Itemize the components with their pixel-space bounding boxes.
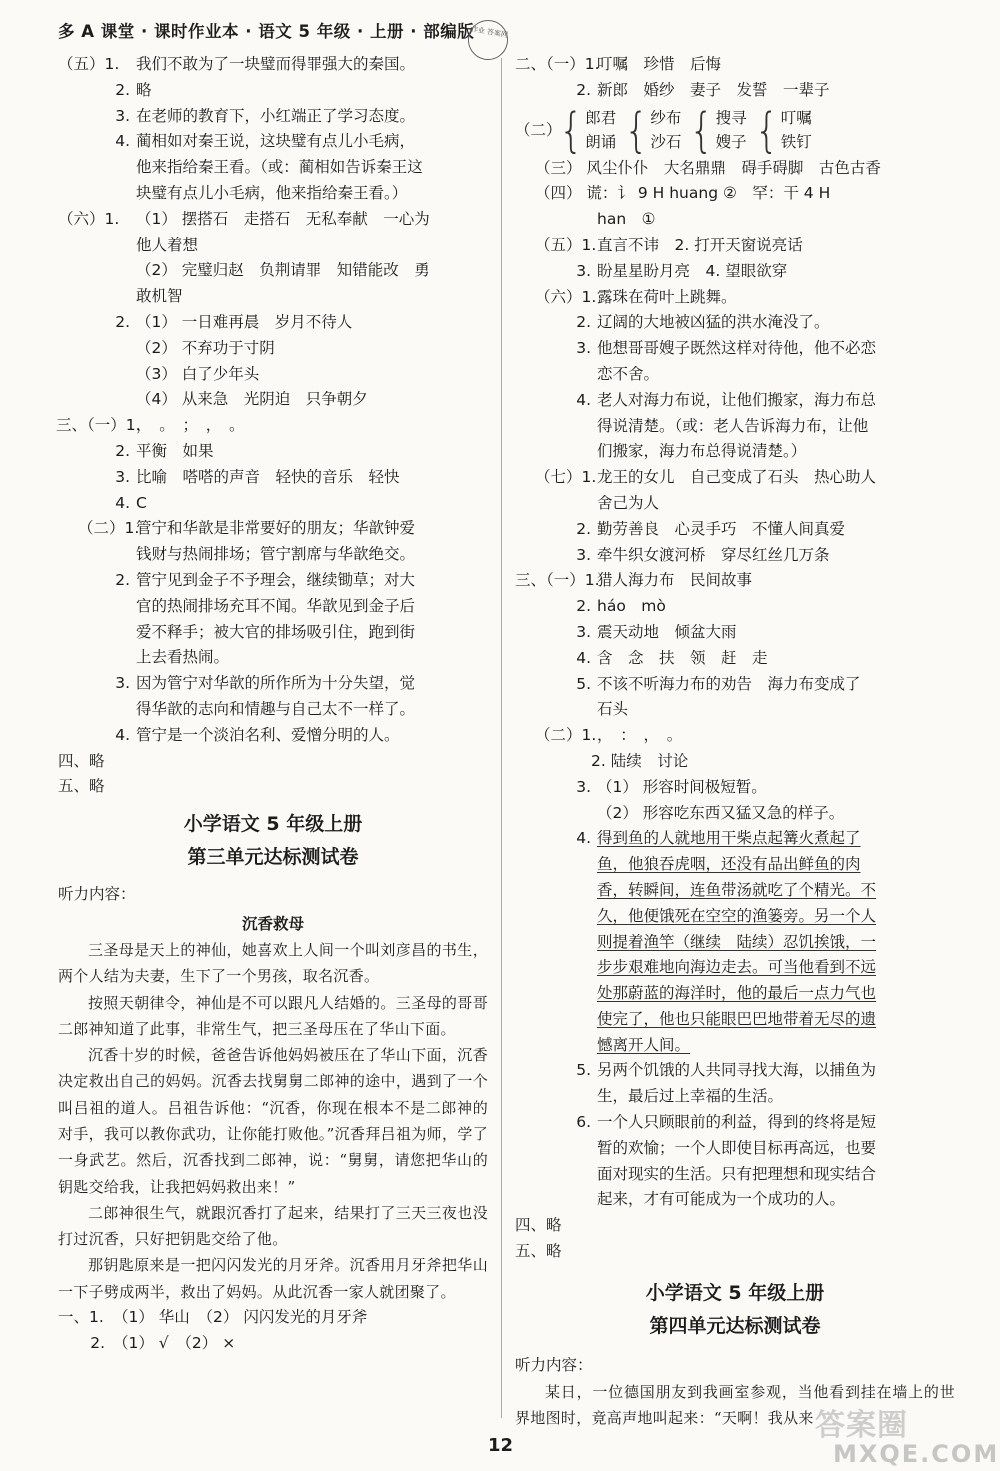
listening-label: 听力内容： (58, 885, 136, 904)
answer-row: 2. 管宁见到金子不予理会，继续锄草；对大 (115, 570, 416, 589)
answer-line: 石头 (597, 700, 629, 719)
page-header: 多 A 课堂 · 课时作业本 · 语文 5 年级 · 上册 · 部编版 (58, 22, 475, 41)
answer-line: 面对现实的生活。只有把理想和现实结合 (597, 1164, 877, 1183)
answer-line: 处那蔚蓝的海洋时，他的最后一点力气也 (597, 984, 877, 1003)
section-title: 小学语文 5 年级上册 (183, 813, 363, 836)
watermark-url: MXQE.COM (833, 1440, 1000, 1468)
word-pair: 搜寻 嫂子 (715, 108, 747, 151)
answer-line: 们搬家，海力布总得说清楚。） (597, 442, 807, 461)
answer-line: 上去看热闹。 (136, 648, 230, 667)
answer-row: 4. 管宁是一个淡泊名利、爱憎分明的人。 (115, 725, 400, 744)
listening-label: 听力内容： (515, 1355, 593, 1374)
answer-line: 生，最后过上幸福的生活。 (597, 1087, 784, 1106)
answer-line: 他人着想 (136, 235, 199, 254)
story-title: 沉香救母 (241, 913, 304, 933)
answer-line: 他来指给秦王看。（或：蔺相如告诉秦王这 (136, 158, 423, 177)
answer-row: 三、（一）1. ， 。 ； ， 。 (56, 416, 245, 435)
answer-row: （五）1. 直言不讳 2. 打开天窗说亮话 (535, 235, 803, 254)
answer-row: （二）1. ， ： ， 。 (535, 726, 683, 745)
answer-row: 2. 辽阔的大地被凶猛的洪水淹没了。 (576, 313, 830, 332)
story-paragraph: 二郎神很生气，就跟沉香打了起来，结果打了三天三夜也没打过沉香，只好把钥匙交给了他。 (58, 1203, 488, 1249)
answer-line: 起来，才有可能成为一个成功的人。 (597, 1190, 846, 1209)
word-pair: 纱布 沙石 (650, 108, 682, 151)
answer-line: 暂的欢愉；一个人即使目标再高远，也要 (597, 1138, 877, 1157)
answer-line: 爱不释手；被大官的排场吸引住，跑到街 (136, 622, 416, 641)
answer-row: 3. 他想哥哥嫂子既然这样对待他，他不必恋 (576, 339, 877, 358)
page-number: 12 (488, 1435, 514, 1456)
answer-row: 5. 不该不听海力布的劝告 海力布变成了 (576, 674, 861, 693)
answer-line: 则提着渔竿（继续 陆续）忍饥挨饿，一 (597, 932, 877, 951)
answer-row: 5. 另两个饥饿的人共同寻找大海，以捕鱼为 (576, 1061, 877, 1080)
story-paragraph: 按照天朝律令，神仙是不可以跟凡人结婚的。三圣母的哥哥二郎神知道了此事，非常生气，把三圣母压在了华山下面。 (58, 993, 488, 1038)
answer-row: （六）1. 露珠在荷叶上跳舞。 (535, 287, 737, 306)
story-paragraph: 某日，一位德国朋友到我画室参观，当他看到挂在墙上的世界地图时，竟高声地叫起来：“天啊！我从来 (515, 1382, 955, 1427)
answer-line: 得华歆的志向和情趣与自己太不一样了。 (136, 699, 416, 718)
section-title: 小学语文 5 年级上册 (645, 1281, 825, 1304)
answer-row: 2. 勤劳善良 心灵手巧 不懂人间真爱 (576, 519, 846, 538)
answer-line: 四、略 (58, 751, 105, 770)
answer-row: （五）1. 我们不敢为了一块璧而得罪强大的秦国。 (58, 55, 416, 73)
answer-row: 2. háo mò (576, 597, 666, 616)
answer-row: 2. 新郎 婚纱 妻子 发誓 一辈子 (576, 80, 830, 99)
answer-row: （六）1. （1） 摆搭石 走搭石 无私奉献 一心为 (58, 209, 430, 228)
watermark-logo: 答案圈 (815, 1408, 908, 1443)
answer-row: 3. 盼星星盼月亮 4. 望眼欲穿 (576, 261, 788, 280)
answer-row: 2. （1） 一日难再晨 岁月不待人 (115, 312, 353, 331)
answer-line: 使完了，他也只能眼巴巴地带着无尽的遗 (597, 1009, 877, 1028)
answer-row: 3. 比喻 嗒嗒的声音 轻快的音乐 轻快 (115, 467, 400, 486)
answer-line: 五、略 (58, 777, 105, 796)
answer-line: （2） 完璧归赵 负荆请罪 知错能改 勇 (136, 261, 430, 280)
answer-row: 4. 老人对海力布说，让他们搬家，海力布总 (576, 390, 877, 409)
answer-line: 五、略 (515, 1242, 562, 1261)
answer-line: 步步艰难地向海边走去。可当他看到不远 (597, 958, 877, 977)
answer-row: 3. 因为管宁对华歆的所作所为十分失望，觉 (115, 674, 416, 693)
answer-line: han ① (597, 210, 656, 229)
answer-line: 憾离开人间。 (597, 1035, 691, 1054)
stamp-logo: 作业 答案网 (465, 17, 511, 63)
answer-line: （2） 不弃功于寸阴 (136, 338, 275, 357)
answer-line: 四、略 (515, 1216, 562, 1235)
answer-line: 香，转瞬间，连鱼带汤就吃了个精光。不 (597, 880, 877, 899)
answer-row: 3. 震天动地 倾盆大雨 (576, 622, 737, 641)
answer-line: （2） 形容吃东西又猛又急的样子。 (597, 803, 845, 822)
answer-line: （3） 白了少年头 (136, 364, 260, 383)
answer-row: 一、1. （1） 华山 （2） 闪闪发光的月牙斧 (58, 1308, 368, 1327)
brace-group-row: （二） { 郎君 朗诵 { 纱布 沙石 { 搜寻 嫂子 { 叮嘱 铁钉 (515, 102, 812, 158)
answer-row: （七）1. 龙王的女儿 自己变成了石头 热心助人 (535, 468, 877, 487)
word-pair: 郎君 朗诵 (585, 108, 617, 151)
answer-row: 6. 一个人只顾眼前的利益，得到的终将是短 (576, 1113, 877, 1132)
answer-row: 2. （1） √ （2） × (90, 1333, 236, 1352)
story-paragraph: 那钥匙原来是一把闪闪发光的月牙斧。沉香用月牙斧把华山一下子劈成两半，救出了妈妈。从此沉香一家人就团聚了。 (58, 1256, 488, 1301)
answer-line: 恋不舍。 (597, 364, 660, 383)
answer-row: 2. 略 (115, 80, 152, 99)
answer-row: 3. 牵牛织女渡河桥 穿尽红丝几万条 (576, 545, 830, 564)
answer-row: 4. 蔺相如对秦王说，这块璧有点儿小毛病， (115, 132, 416, 151)
answer-row: 3. 在老师的教育下，小红端正了学习态度。 (115, 106, 416, 125)
answer-row: 4. 得到鱼的人就地用干柴点起篝火煮起了 (576, 829, 861, 848)
section-subtitle: 第三单元达标测试卷 (187, 846, 359, 869)
answer-row: 3. （1） 形容时间极短暂。 (576, 777, 767, 796)
answer-row: 4. C (115, 493, 147, 512)
answer-line: 敢机智 (136, 287, 183, 306)
word-pair: 叮嘱 铁钉 (780, 108, 812, 151)
answer-line: （4） 从来急 光阴迫 只争朝夕 (136, 390, 368, 409)
answer-row: 2. 平衡 如果 (115, 441, 214, 460)
left-column (58, 52, 488, 1357)
column-divider (501, 58, 502, 1418)
answer-row: 三、（一）1. 猎人海力布 民间故事 (515, 571, 753, 590)
story-paragraph: 三圣母是天上的神仙，她喜欢上人间一个叫刘彦昌的书生，两个人结为夫妻，生下了一个男孩，取名沉香。 (58, 940, 488, 986)
section-subtitle: 第四单元达标测试卷 (649, 1314, 821, 1337)
answer-line: 官的热闹排场充耳不闻。华歆见到金子后 (136, 596, 416, 615)
answer-line: 舍己为人 (597, 493, 660, 512)
answer-line: 2. 陆续 讨论 (591, 751, 689, 770)
answer-row: 4. 含 念 扶 领 赶 走 (576, 648, 768, 667)
answer-line: （三） 风尘仆仆 大名鼎鼎 碍手碍脚 古色古香 (535, 158, 881, 177)
answer-line: 久，他便饿死在空空的渔篓旁。另一个人 (597, 906, 877, 925)
answer-row: （二）1. 管宁和华歆是非常要好的朋友；华歆钟爱 (78, 519, 416, 538)
answer-row: 二、（一）1. 叮嘱 珍惜 后悔 (515, 55, 722, 73)
answer-line: （四） 谎：讠 9 H huang ② 罕：干 4 H (535, 184, 831, 203)
story-paragraph: 沉香十岁的时候，爸爸告诉他妈妈被压在了华山下面，沉香决定救出自己的妈妈。沉香去找舅舅二郎神的途中，遇到了一个叫吕祖的道人。吕祖告诉他：“沉香，你现在根本不是二郎神的对手，我可以教你武功，让你能打败他。”沉香拜吕祖为师，学了一身武艺。然后，沉香找到二郎神，说：“舅舅，请您把华山的钥匙交给我，让我把妈妈救出来！” (58, 1046, 488, 1196)
answer-line: 块璧有点儿小毛病，他来指给秦王看。） (136, 183, 408, 202)
answer-line: 钱财与热闹排场；管宁割席与华歆绝交。 (136, 545, 416, 564)
answer-line: 鱼，他狼吞虎咽，还没有品出鲜鱼的肉 (597, 855, 861, 874)
answer-line: 得说清楚。（或：老人告诉海力布，让他 (597, 416, 869, 435)
right-column (515, 52, 955, 1431)
